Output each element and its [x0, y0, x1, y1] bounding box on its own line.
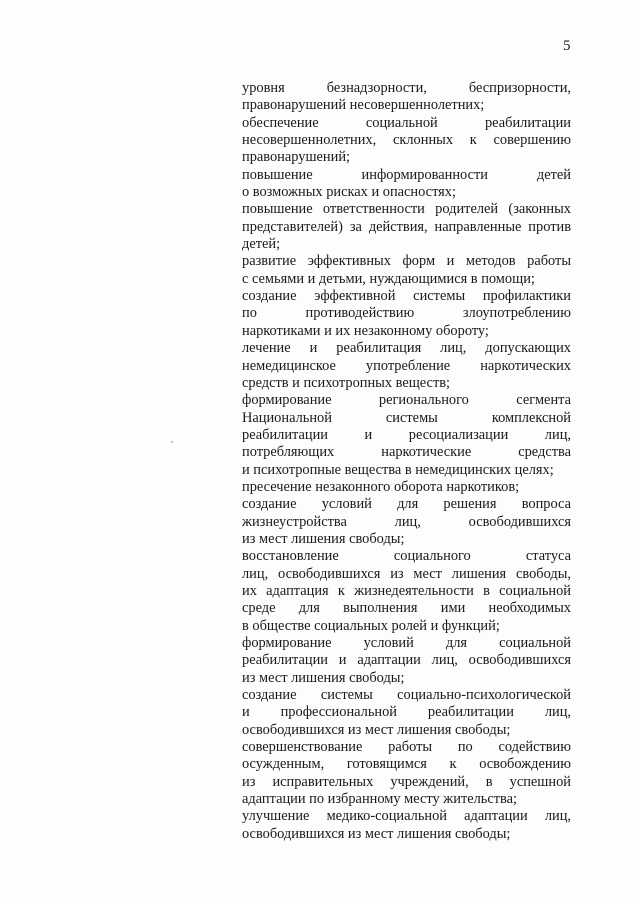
- text-line: с семьями и детьми, нуждающимися в помощи;: [242, 270, 535, 287]
- text-line: реабилитации и ресоциализации лиц,: [242, 426, 571, 443]
- text-line: создание эффективной системы профилактики: [242, 288, 571, 305]
- text-line: и профессиональной реабилитации лиц,: [242, 704, 571, 721]
- text-line: создание системы социально-психологической: [242, 687, 571, 704]
- text-line: правонарушений несовершеннолетних;: [242, 97, 485, 114]
- text-line: о возможных рисках и опасностях;: [242, 184, 456, 201]
- text-line: пресечение незаконного оборота наркотиков;: [242, 478, 520, 495]
- text-line: наркотиками и их незаконному обороту;: [242, 322, 489, 339]
- text-line: восстановление социального статуса: [242, 548, 571, 565]
- text-line: повышение информированности детей: [242, 166, 571, 183]
- text-line: среде для выполнения ими необходимых: [242, 600, 571, 617]
- text-line: немедицинское употребление наркотических: [242, 357, 571, 374]
- text-line: улучшение медико-социальной адаптации лиц,: [242, 808, 571, 825]
- text-line: потребляющих наркотические средства: [242, 444, 571, 461]
- text-line: адаптации по избранному месту жительства;: [242, 791, 518, 808]
- text-line: детей;: [242, 236, 281, 253]
- text-line: реабилитации и адаптации лиц, освободившихся: [242, 652, 571, 669]
- scan-artifact: [171, 441, 173, 443]
- text-line: Национальной системы комплексной: [242, 409, 571, 426]
- text-line: формирование условий для социальной: [242, 635, 571, 651]
- text-line: средств и психотропных веществ;: [242, 374, 451, 391]
- text-line: уровня безнадзорности, беспризорности,: [242, 80, 571, 96]
- text-line: по противодействию злоупотреблению: [242, 305, 571, 322]
- text-line: жизнеустройства лиц, освободившихся: [242, 513, 571, 530]
- text-line: из мест лишения свободы;: [242, 530, 405, 547]
- text-line: обеспечение социальной реабилитации: [242, 114, 571, 131]
- text-line: лечение и реабилитация лиц, допускающих: [242, 340, 571, 357]
- text-line: несовершеннолетних, склонных к совершению: [242, 132, 571, 149]
- text-line: развитие эффективных форм и методов работы: [242, 253, 571, 270]
- text-line: создание условий для решения вопроса: [242, 496, 571, 513]
- text-line: из мест лишения свободы;: [242, 669, 405, 686]
- text-line: осужденным, готовящимся к освобождению: [242, 756, 571, 773]
- body-text: [242, 80, 571, 843]
- text-line: представителей) за действия, направленные против: [242, 218, 571, 235]
- text-line: из исправительных учреждений, в успешной: [242, 773, 571, 790]
- page-number: 5: [563, 38, 571, 54]
- text-line: в обществе социальных ролей и функций;: [242, 617, 500, 634]
- text-line: совершенствование работы по содействию: [242, 739, 571, 756]
- text-line: правонарушений;: [242, 149, 351, 166]
- text-line: и психотропные вещества в немедицинских целях;: [242, 461, 554, 478]
- text-line: освободившихся из мест лишения свободы;: [242, 721, 511, 738]
- text-line: повышение ответственности родителей (законных: [242, 201, 571, 218]
- text-line: их адаптация к жизнедеятельности в социальной: [242, 582, 571, 599]
- text-line: освободившихся из мест лишения свободы;: [242, 825, 511, 842]
- text-line: формирование регионального сегмента: [242, 392, 571, 409]
- text-line: лиц, освободившихся из мест лишения свободы,: [242, 565, 571, 582]
